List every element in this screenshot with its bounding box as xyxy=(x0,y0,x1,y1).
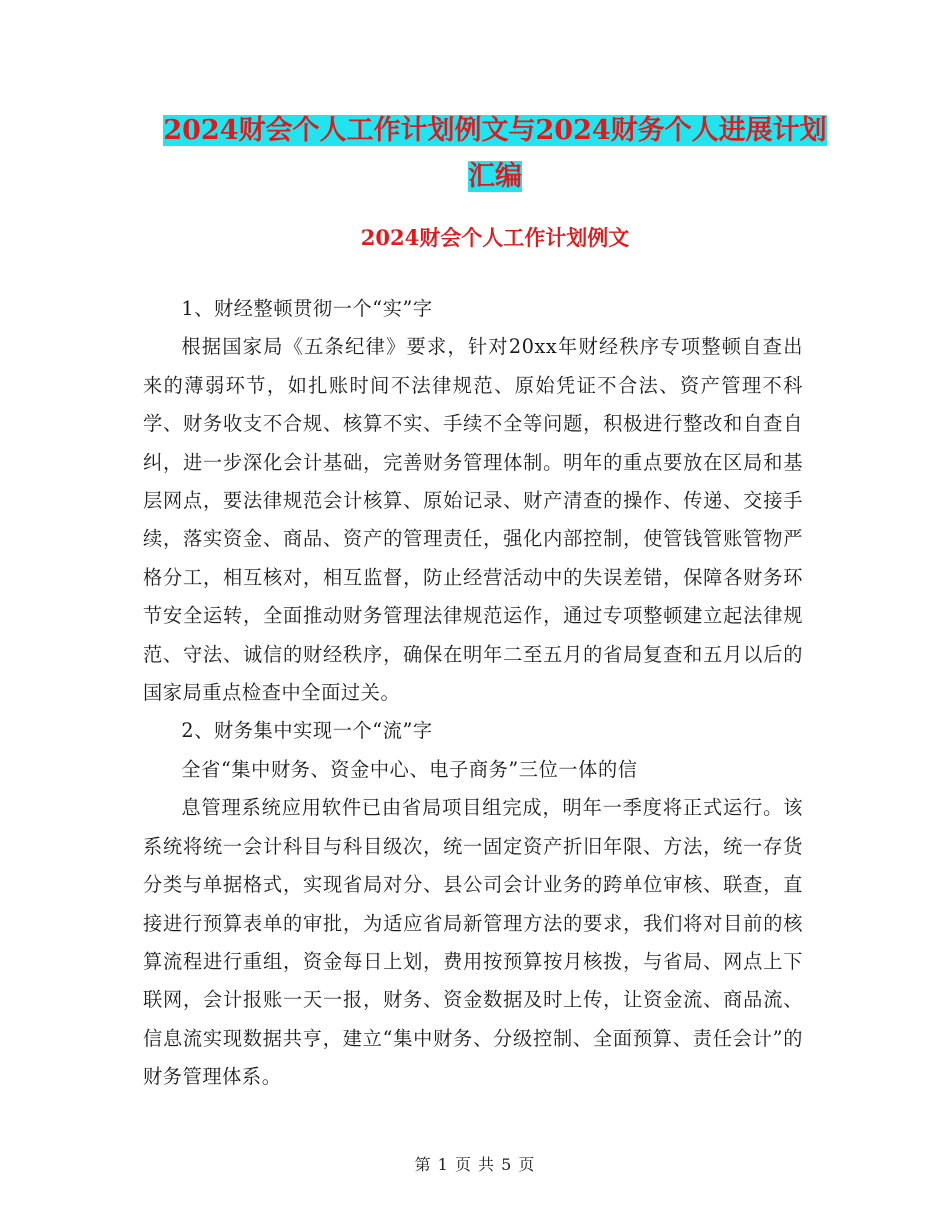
paragraph-heading-2: 2、财务集中实现一个“流”字 xyxy=(181,719,433,743)
paragraph: 根据国家局《五条纪律》要求，针对20xx年财经秩序专项整顿自查出来的薄弱环节，如扎账时间不法律规范、原始凭证不合法、资产管理不科学、财务收支不合规、核算不实、手续不全等问题，积极进行整改和自查自纠，进一步深化会计基础，完善财务管理体制。明年的重点要放在区局和基层网点，要法律规范会计核算、原始记录、财产清查的操作、传递、交接手续，落实资金、商品、资产的管理责任，强化内部控制，使管钱管账管物严格分工，相互核对，相互监督，防止经营活动中的失误差错，保障各财务环节安全运转，全面推动财务管理法律规范运作，通过专项整顿建立起法律规范、守法、诚信的财经秩序，确保在明年二至五月的省局复查和五月以后的国家局重点检查中全面过关。 xyxy=(143,335,803,705)
page-footer: 第 1 页 共 5 页 xyxy=(414,1155,536,1174)
paragraph: 息管理系统应用软件已由省局项目组完成，明年一季度将正式运行。该系统将统一会计科目与科目级次，统一固定资产折旧年限、方法，统一存货分类与单据格式，实现省局对分、县公司会计业务的跨单位审核、联查，直接进行预算表单的审批，为适应省局新管理方法的要求，我们将对目前的核算流程进行重组，资金每日上划，费用按预算按月核拨，与省局、网点上下联网，会计报账一天一报，财务、资金数据及时上传，让资金流、商品流、信息流实现数据共亨，建立“集中财务、分级控制、全面预算、责任会计”的财务管理体系。 xyxy=(143,796,803,1089)
document-title-line1: 2024财会个人工作计划例文与2024财务个人进展计划 xyxy=(163,115,827,146)
document-body xyxy=(143,290,803,1097)
document-title xyxy=(140,108,850,200)
document-title-line2: 汇编 xyxy=(468,161,522,192)
section-title: 2024财会个人工作计划例文 xyxy=(360,225,630,250)
paragraph-heading-1: 1、财经整顿贯彻一个“实”字 xyxy=(181,297,433,320)
paragraph: 全省“集中财务、资金中心、电子商务”三位一体的信 xyxy=(181,757,638,781)
